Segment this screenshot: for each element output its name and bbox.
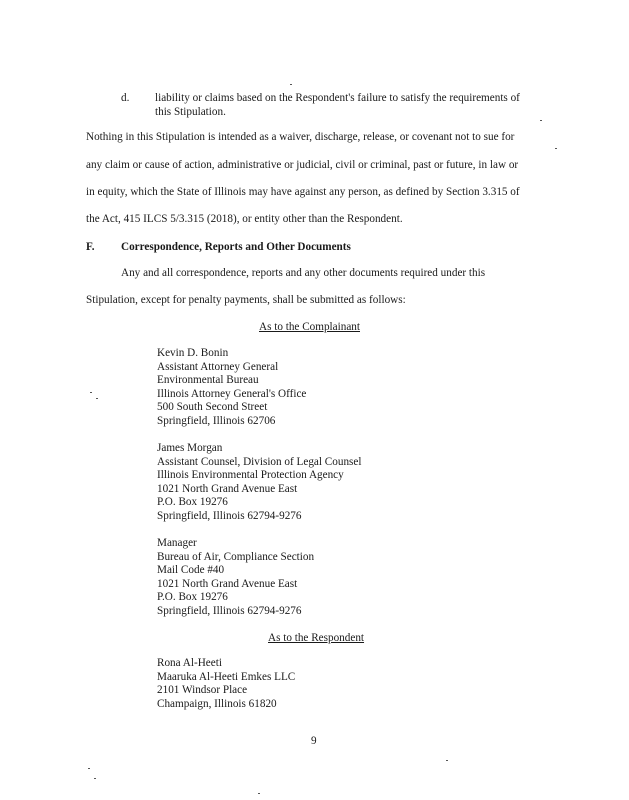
scan-speck: [94, 778, 96, 779]
scan-speck: [90, 392, 92, 393]
address-line: Illinois Attorney General's Office: [157, 387, 307, 400]
scan-speck: [290, 84, 292, 85]
complainant-heading: As to the Complainant: [259, 321, 360, 333]
address-line: Illinois Environmental Protection Agency: [157, 469, 344, 482]
address-line: Mail Code #40: [157, 564, 225, 577]
address-line: P.O. Box 19276: [157, 496, 228, 509]
address-line: Springfield, Illinois 62794-9276: [157, 604, 302, 617]
scan-speck: [555, 148, 557, 149]
item-d-line-2: this Stipulation.: [155, 106, 226, 118]
address-line: 1021 North Grand Avenue East: [157, 482, 298, 495]
address-line: 500 South Second Street: [157, 401, 268, 414]
address-line: Springfield, Illinois 62706: [157, 414, 276, 427]
address-line: Assistant Attorney General: [157, 360, 279, 373]
paragraph1-line-3: in equity, which the State of Illinois may have against any person, as defined by Section 3.315 of: [86, 186, 520, 198]
address-line: Champaign, Illinois 61820: [157, 697, 277, 710]
address-line: 2101 Windsor Place: [157, 684, 248, 697]
paragraph2-line-1: Any and all correspondence, reports and any other documents required under this: [121, 267, 486, 279]
address-line: 1021 North Grand Avenue East: [157, 577, 298, 590]
paragraph1-line-1: Nothing in this Stipulation is intended as a waiver, discharge, release, or covenant not to sue for: [86, 131, 515, 143]
scan-speck: [258, 793, 260, 794]
paragraph2-line-2: Stipulation, except for penalty payments, shall be submitted as follows:: [86, 294, 406, 306]
address-line: P.O. Box 19276: [157, 591, 228, 604]
item-d-letter: d.: [121, 92, 130, 104]
address-line: Assistant Counsel, Division of Legal Counsel: [157, 455, 362, 468]
section-f-title: Correspondence, Reports and Other Documents: [121, 241, 351, 253]
address-block-bonin: [157, 347, 306, 429]
scan-speck: [96, 398, 98, 399]
address-line: Maaruka Al-Heeti Emkes LLC: [157, 670, 296, 683]
address-block-manager: [157, 537, 314, 619]
scan-speck: [88, 768, 90, 769]
address-line: Kevin D. Bonin: [157, 347, 229, 359]
scan-speck: [540, 120, 542, 121]
address-line: James Morgan: [157, 442, 223, 454]
address-line: Springfield, Illinois 62794-9276: [157, 509, 302, 522]
page-number: 9: [311, 735, 317, 747]
item-d-line-1: liability or claims based on the Respondent's failure to satisfy the requirements of: [155, 92, 520, 104]
scan-speck: [446, 760, 448, 761]
section-f-letter: F.: [86, 241, 95, 253]
address-line: Manager: [157, 537, 197, 549]
address-block-morgan: [157, 442, 361, 524]
address-block-respondent: [157, 657, 295, 711]
address-line: Bureau of Air, Compliance Section: [157, 550, 315, 563]
paragraph1-line-4: the Act, 415 ILCS 5/3.315 (2018), or entity other than the Respondent.: [86, 213, 403, 225]
paragraph1-line-2: any claim or cause of action, administrative or judicial, civil or criminal, past or future, in law or: [86, 159, 519, 171]
respondent-heading: As to the Respondent: [268, 632, 365, 644]
address-line: Rona Al-Heeti: [157, 657, 222, 669]
address-line: Environmental Bureau: [157, 374, 259, 387]
